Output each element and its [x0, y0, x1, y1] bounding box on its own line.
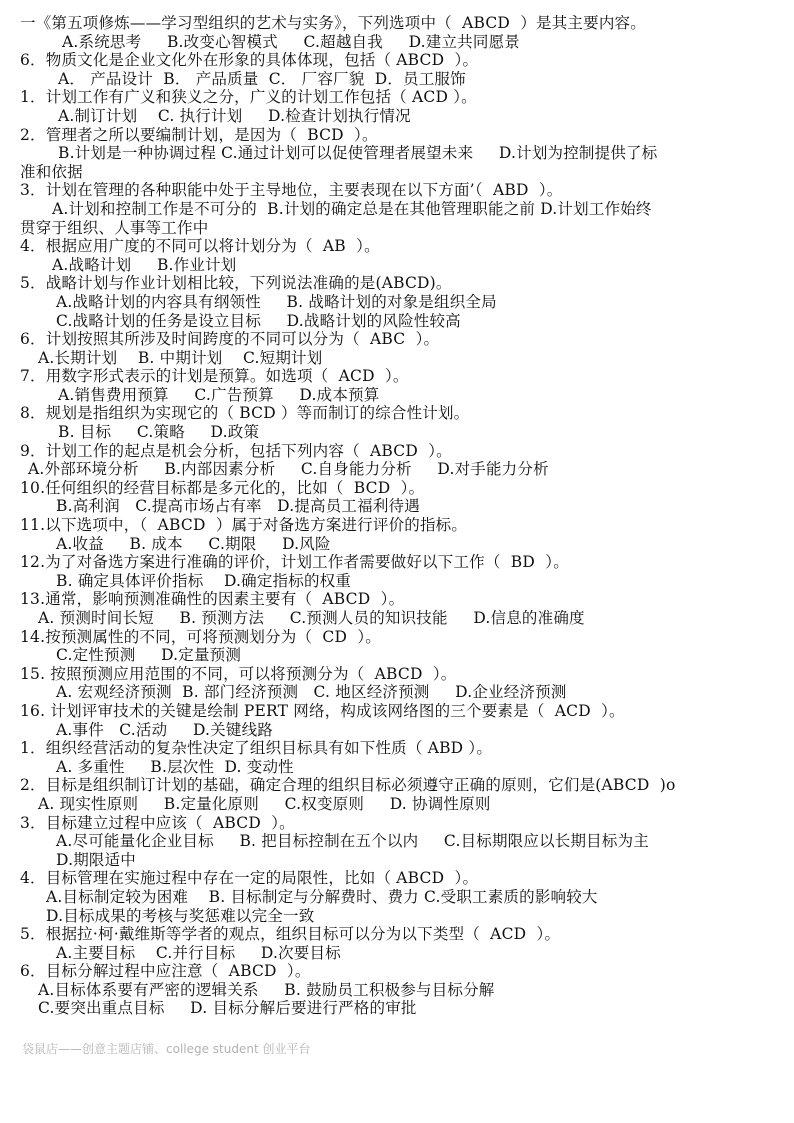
text-line: A.长期计划 B. 中期计划 C.短期计划: [38, 348, 323, 367]
text-line: A.尽可能量化企业目标 B. 把目标控制在五个以内 C.目标期限应以长期目标为主: [56, 832, 649, 851]
text-line: B.计划是一种协调过程 C.通过计划可以促使管理者展望未来 D.计划为控制提供了标: [58, 144, 658, 163]
text-line: 6．计划按照其所涉及时间跨度的不同可以分为（ ABC ）。: [20, 330, 440, 349]
text-line: 13.通常，影响预测准确性的因素主要有（ ABCD ）。: [20, 590, 405, 609]
text-line: 贯穿于组织、人事等工作中: [20, 218, 209, 237]
text-line: B. 确定具体评价指标 D.确定指标的权重: [56, 571, 352, 590]
text-line: A.收益 B. 成本 C.期限 D.风险: [56, 534, 331, 553]
text-line: 9．计划工作的起点是机会分析，包括下列内容（ ABCD ）。: [20, 441, 452, 460]
text-line: A.战略计划 B.作业计划: [52, 255, 237, 274]
text-line: A.计划和控制工作是不可分的 B.计划的确定总是在其他管理职能之前 D.计划工作始终: [52, 199, 652, 218]
text-line: A.战略计划的内容具有纲领性 B. 战略计划的对象是组织全局: [56, 292, 497, 311]
text-line: D.期限适中: [56, 850, 137, 869]
text-line: 15. 按照预测应用范围的不同，可以将预测分为（ ABCD ）。: [20, 664, 457, 683]
text-line: 3．计划在管理的各种职能中处于主导地位，主要表现在以下方面’（ ABD ）。: [20, 181, 563, 200]
text-line: A.事件 C.活动 D.关键线路: [56, 720, 273, 739]
text-line: A.外部环境分析 B.内部因素分析 C.自身能力分析 D.对手能力分析: [28, 460, 549, 479]
text-line: A.目标体系要有严密的逻辑关系 B. 鼓励员工积极参与目标分解: [38, 980, 495, 999]
text-line: A. 多重性 B.层次性 D. 变动性: [56, 757, 294, 776]
text-line: 12.为了对备选方案进行准确的评价，计划工作者需要做好以下工作（ BD ）。: [20, 553, 569, 572]
text-line: 一《第五项修炼——学习型组织的艺术与实务》，下列选项中（ ABCD ）是其主要内容。: [20, 14, 646, 32]
text-line: D.目标成果的考核与奖惩难以完全一致: [46, 906, 315, 925]
text-line: 4．根据应用广度的不同可以将计划分为（ AB ）。: [20, 237, 380, 256]
document-body: [0, 14, 794, 1018]
text-line: B.高利润 C.提高市场占有率 D.提高员工福利待遇: [56, 497, 420, 516]
text-line: C.要突出重点目标 D. 目标分解后要进行严格的审批: [38, 999, 417, 1018]
text-line: A. 宏观经济预测 B. 部门经济预测 C. 地区经济预测 D.企业经济预测: [56, 683, 567, 702]
text-line: 4．目标管理在实施过程中存在一定的局限性，比如（ ABCD ）。: [20, 869, 479, 888]
text-line: A. 现实性原则 B.定量化原则 C.权变原则 D. 协调性原则: [38, 794, 491, 813]
text-line: 16. 计划评审技术的关键是绘制 PERT 网络，构成该网络图的三个要素是（ ACD ）。: [20, 701, 625, 720]
text-line: 准和依据: [20, 162, 83, 181]
text-line: 1．计划工作有广义和狭义之分，广义的计划工作包括（ ACD ）。: [20, 88, 477, 107]
text-line: A． 产品设计 B． 产品质量 C． 厂容厂貌 D．员工服饰: [58, 69, 466, 88]
text-line: A.系统思考 B.改变心智模式 C.超越自我 D.建立共同愿景: [62, 32, 520, 51]
text-line: A.销售费用预算 C.广告预算 D.成本预算: [58, 385, 380, 404]
text-line: 7．用数字形式表示的计划是预算。如选项（ ACD ）。: [20, 367, 409, 386]
text-line: A. 预测时间长短 B. 预测方法 C.预测人员的知识技能 D.信息的准确度: [38, 609, 585, 627]
footer-watermark: 袋鼠店——创意主题店铺、college student 创业平台: [22, 1042, 311, 1056]
text-line: 6．目标分解过程中应注意（ ABCD ）。: [20, 962, 311, 981]
text-line: 6．物质文化是企业文化外在形象的具体体现，包括（ ABCD ）。: [20, 51, 479, 70]
text-line: B. 目标 C.策略 D.政策: [58, 423, 260, 442]
text-line: 11.以下选项中，（ ABCD ）属于对备选方案进行评价的指标。: [20, 516, 468, 535]
text-line: 5．战略计划与作业计划相比较，下列说法准确的是(ABCD)。: [20, 274, 452, 293]
text-line: 10.任何组织的经营目标都是多元化的，比如（ BCD ）。: [20, 478, 425, 497]
text-line: 3．目标建立过程中应该（ ABCD ）。: [20, 813, 295, 832]
text-line: A.制订计划 C. 执行计划 D.检查计划执行情况: [58, 106, 411, 125]
text-line: 8．规划是指组织为实现它的（ BCD ）等而制订的综合性计划。: [20, 404, 470, 423]
text-line: 2．管理者之所以要编制计划，是因为（ BCD ）。: [20, 125, 378, 144]
text-line: A.目标制定较为困难 B. 目标制定与分解费时、费力 C.受职工素质的影响较大: [46, 887, 598, 906]
text-line: 1．组织经营活动的复杂性决定了组织目标具有如下性质（ ABD ）。: [20, 739, 493, 758]
text-line: 14.按预测属性的不同，可将预测划分为（ CD ）。: [20, 627, 381, 646]
text-line: 2．目标是组织制订计划的基础，确定合理的组织目标必须遵守正确的原则，它们是(ABCD )o: [20, 776, 676, 795]
text-line: C.战略计划的任务是设立目标 D.战略计划的风险性较高: [56, 311, 461, 330]
text-line: C.定性预测 D.定量预测: [56, 646, 242, 665]
text-line: A.主要目标 C.并行目标 D.次要目标: [56, 943, 341, 962]
text-line: 5．根据拉·柯·戴维斯等学者的观点，组织目标可以分为以下类型（ ACD ）。: [20, 925, 561, 944]
